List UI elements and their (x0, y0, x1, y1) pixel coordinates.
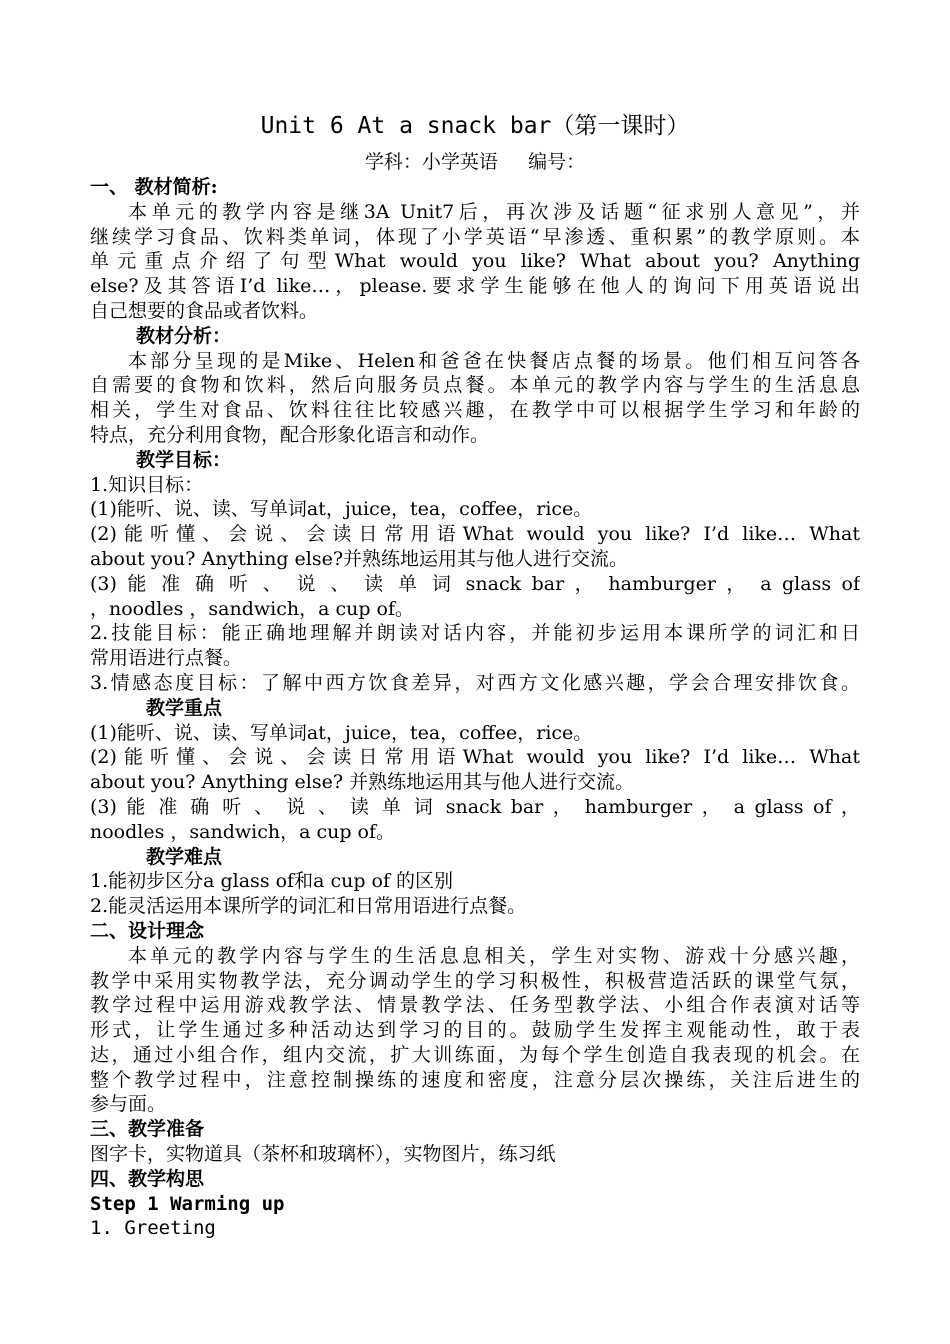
list-item: 1.知识目标： (90, 473, 204, 496)
paragraph-line: 教学过程中运用游戏教学法、情景教学法、任务型教学法、小组合作表演对话等 (90, 994, 860, 1017)
list-item: about you? Anything else?并熟练地运用其与他人进行交流。 (90, 547, 629, 570)
document-body (90, 175, 860, 1241)
list-item: 2.技能目标：能正确地理解并朗读对话内容，并能初步运用本课所学的词汇和日 (90, 622, 860, 645)
paragraph-line: 本部分呈现的是Mike、Helen和爸爸在快餐店点餐的场景。他们相互问答各 (128, 349, 860, 372)
paragraph-line: 达，通过小组合作，组内交流，扩大训练面，为每个学生创造自我表现的机会。在 (90, 1043, 860, 1066)
paragraph-line: 形式，让学生通过多种活动达到学习的目的。鼓励学生发挥主观能动性，敢于表 (90, 1019, 860, 1042)
list-item: (3) 能 准 确 听 、 说 、 读 单 词 snack bar ， hamburger ， a glass of ， (90, 795, 860, 818)
list-item: 1. Greeting (90, 1217, 216, 1240)
step-heading: Step 1 Warming up (90, 1192, 285, 1215)
list-item: noodles ，sandwich，a cup of。 (90, 820, 396, 843)
subheading-material-analysis: 教材分析： (136, 324, 232, 347)
document-title: Unit 6 At a snack bar（第一课时） (260, 113, 690, 139)
list-item: 3.情感态度目标：了解中西方饮食差异，对西方文化感兴趣，学会合理安排饮食。 (90, 671, 860, 694)
list-item: 1.能初步区分a glass of和a cup of 的区别 (90, 870, 454, 893)
paragraph-line: 整个教学过程中，注意控制操练的速度和密度，注意分层次操练，关注后进生的 (90, 1068, 860, 1091)
paragraph-line: 教学中采用实物教学法，充分调动学生的学习积极性，积极营造活跃的课堂气氛， (90, 969, 860, 992)
list-item: (3) 能 准 确 听 、 说 、 读 单 词 snack bar ， hamburger ， a glass of (90, 572, 860, 595)
section-heading-teaching-plan: 四、教学构思 (90, 1167, 205, 1190)
paragraph-line: 单元重点介绍了句型What would you like? What about you? Anything (90, 250, 860, 273)
paragraph-line: 继续学习食品、饮料类单词，体现了小学英语“早渗透、重积累”的教学原则。本 (90, 225, 860, 248)
subheading-key-points: 教学重点 (146, 696, 223, 719)
list-item: 2.能灵活运用本课所学的词汇和日常用语进行点餐。 (90, 895, 527, 918)
list-item: ，noodles ，sandwich，a cup of。 (90, 597, 415, 620)
paragraph-line: 本单元的教学内容与学生的生活息息相关，学生对实物、游戏十分感兴趣， (128, 944, 860, 967)
paragraph-line: else?及其答语I’d like…，please.要求学生能够在他人的询问下用英语说出 (90, 275, 860, 298)
subheading-teaching-goals: 教学目标： (136, 448, 232, 471)
subheading-difficulties: 教学难点 (146, 845, 223, 868)
paragraph-line: 自需要的食物和饮料，然后向服务员点餐。本单元的教学内容与学生的生活息息 (90, 374, 860, 397)
list-item: 常用语进行点餐。 (90, 647, 243, 670)
paragraph-line: 自己想要的食品或者饮料。 (90, 299, 319, 322)
paragraph-line: 相关，学生对食品、饮料往往比较感兴趣，在教学中可以根据学生学习和年龄的 (90, 399, 860, 422)
list-item: (1)能听、说、读、写单词at，juice，tea，coffee，rice。 (90, 721, 593, 744)
list-item: (1)能听、说、读、写单词at，juice，tea，coffee，rice。 (90, 498, 593, 521)
list-item: (2)能听懂、会说、会读日常用语What would you like? I’d like… What (90, 746, 860, 769)
list-item: (2)能听懂、会说、会读日常用语What would you like? I’d like… What (90, 523, 860, 546)
paragraph-line: 参与面。 (90, 1093, 167, 1116)
paragraph-line: 本单元的教学内容是继3A Unit7后，再次涉及话题“征求别人意见”，并 (128, 200, 860, 223)
paragraph-line: 图字卡，实物道具（茶杯和玻璃杯），实物图片，练习纸 (90, 1143, 556, 1166)
paragraph-line: 特点，充分利用食物，配合形象化语言和动作。 (90, 423, 490, 446)
document-subtitle: 学科：小学英语 编号： (364, 151, 586, 173)
section-heading-preparation: 三、教学准备 (90, 1118, 205, 1141)
section-heading-design-concept: 二、设计理念 (90, 919, 205, 942)
section-heading-textbook-analysis: 一、 教材简析: (90, 176, 218, 198)
list-item: about you? Anything else? 并熟练地运用其与他人进行交流。 (90, 771, 635, 794)
